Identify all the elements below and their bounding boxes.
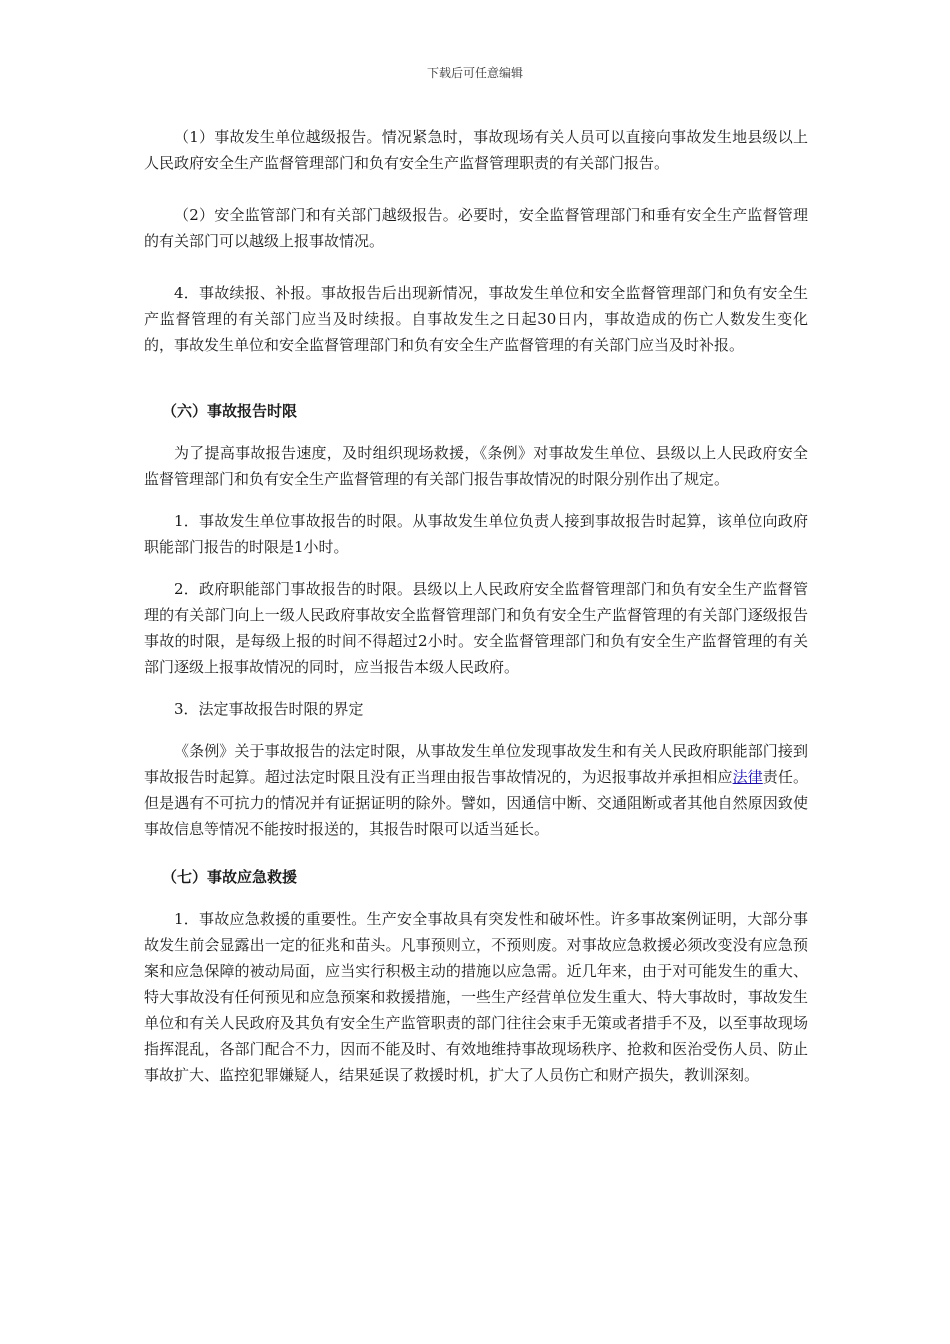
- paragraph-item-4: 4．事故续报、补报。事故报告后出现新情况，事故发生单位和安全监督管理部门和负有安全生产监督管理的有关部门应当及时续报。自事故发生之日起30日内，事故造成的伤亡人数发生变化的，事故发生单位和安全监督管理部门和负有安全生产监督管理的有关部门应当及时补报。: [144, 284, 808, 354]
- paragraph-item-2: （2）安全监管部门和有关部门越级报告。必要时，安全监督管理部门和垂有安全生产监督管理的有关部门可以越级上报事故情况。: [144, 206, 808, 250]
- section-heading-7: （七）事故应急救援: [162, 868, 298, 886]
- paragraph-legal-limit: [144, 738, 808, 842]
- page-header: 下载后可任意编辑: [426, 66, 523, 80]
- paragraph-item-1: （1）事故发生单位越级报告。情况紧急时，事故现场有关人员可以直接向事故发生地县级以上人民政府安全生产监督管理部门和负有安全生产监督管理职责的有关部门报告。: [144, 128, 808, 172]
- section-heading-6: （六）事故报告时限: [162, 402, 298, 420]
- law-link[interactable]: 法律: [732, 768, 763, 786]
- document-body: [144, 120, 808, 1088]
- paragraph-time-limit-2: 2．政府职能部门事故报告的时限。县级以上人民政府安全监督管理部门和负有安全生产监督管理的有关部门向上一级人民政府事故安全监督管理部门和负有安全生产监督管理的有关部门逐级报告事故的时限，是每级上报的时间不得超过2小时。安全监督管理部门和负有安全生产监督管理的有关部门逐级上报事故情况的同时，应当报告本级人民政府。: [144, 580, 808, 676]
- paragraph-text-after-link: 责任。但是遇有不可抗力的情况并有证据证明的除外。譬如，因通信中断、交通阻断或者其他自然原因致使事故信息等情况不能按时报送的，其报告时限可以适当延长。: [144, 768, 808, 838]
- paragraph-emergency-rescue: 1．事故应急救援的重要性。生产安全事故具有突发性和破坏性。许多事故案例证明，大部分事故发生前会显露出一定的征兆和苗头。凡事预则立，不预则废。对事故应急救援必须改变没有应急预案和应急保障的被动局面，应当实行积极主动的措施以应急需。近几年来，由于对可能发生的重大、特大事故没有任何预见和应急预案和救援措施，一些生产经营单位发生重大、特大事故时，事故发生单位和有关人民政府及其负有安全生产监管职责的部门往往会束手无策或者措手不及，以至事故现场指挥混乱，各部门配合不力，因而不能及时、有效地维持事故现场秩序、抢救和医治受伤人员、防止事故扩大、监控犯罪嫌疑人，结果延误了救援时机，扩大了人员伤亡和财产损失，教训深刻。: [144, 910, 808, 1084]
- paragraph-text-before-link: 《条例》关于事故报告的法定时限，从事故发生单位发现事故发生和有关人民政府职能部门接到事故报告时起算。超过法定时限且没有正当理由报告事故情况的，为迟报事故并承担相应: [144, 742, 808, 786]
- paragraph-intro: 为了提高事故报告速度，及时组织现场救援，《条例》对事故发生单位、县级以上人民政府安全监督管理部门和负有安全生产监督管理的有关部门报告事故情况的时限分别作出了规定。: [144, 444, 808, 488]
- paragraph-time-limit-1: 1．事故发生单位事故报告的时限。从事故发生单位负责人接到事故报告时起算，该单位向政府职能部门报告的时限是1小时。: [144, 512, 808, 556]
- paragraph-time-limit-3: 3．法定事故报告时限的界定: [174, 700, 364, 718]
